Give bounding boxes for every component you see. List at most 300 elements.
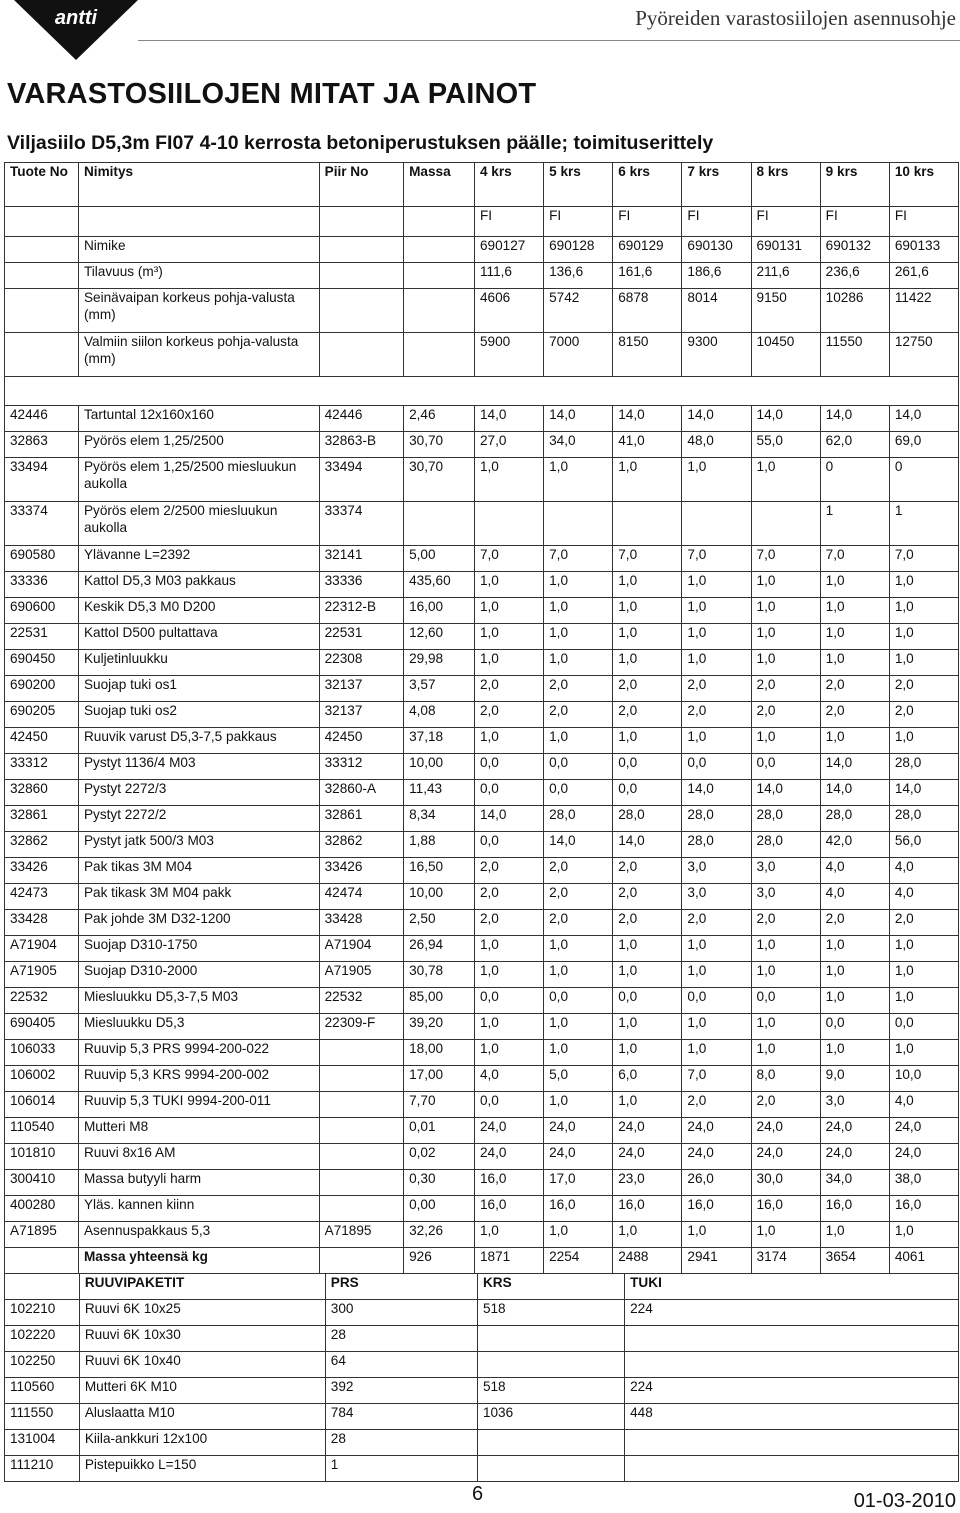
table-cell: 9 krs <box>820 163 889 207</box>
table-cell: 690200 <box>5 676 79 702</box>
table-row <box>5 1118 959 1144</box>
table-cell: 2,0 <box>613 910 682 936</box>
table-cell: 32861 <box>5 806 79 832</box>
table-cell: 2,0 <box>474 676 543 702</box>
table-cell: 2,0 <box>889 702 958 728</box>
table-cell: 22308 <box>319 650 403 676</box>
table-cell: 10286 <box>820 289 889 333</box>
table-cell: 24,0 <box>820 1144 889 1170</box>
table-cell: 29,98 <box>404 650 475 676</box>
table-cell: 2,50 <box>404 910 475 936</box>
table-cell: 16,0 <box>474 1196 543 1222</box>
table-cell: 28,0 <box>820 806 889 832</box>
table-cell: 11550 <box>820 333 889 377</box>
table-cell: 32141 <box>319 546 403 572</box>
table-cell: 24,0 <box>474 1118 543 1144</box>
table-cell: 518 <box>477 1300 624 1326</box>
table-cell: 1,0 <box>474 1014 543 1040</box>
table-cell: 1,0 <box>682 1040 751 1066</box>
table-cell: 0,0 <box>889 1014 958 1040</box>
document-title: Pyöreiden varastosiilojen asennusohje <box>635 6 956 30</box>
table-cell: 26,0 <box>682 1170 751 1196</box>
table-cell: 28,0 <box>889 754 958 780</box>
table-cell: Yläs. kannen kiinn <box>78 1196 319 1222</box>
table-cell: FI <box>682 207 751 237</box>
table-cell: 0,0 <box>613 780 682 806</box>
table-row <box>5 624 959 650</box>
table-row <box>5 988 959 1014</box>
table-cell: Pak tikask 3M M04 pakk <box>78 884 319 910</box>
table-cell: 2488 <box>613 1248 682 1274</box>
table-cell: 2,0 <box>751 676 820 702</box>
table-cell <box>319 333 403 377</box>
table-cell: 2,0 <box>889 676 958 702</box>
table-cell: 32862 <box>5 832 79 858</box>
table-cell: 22532 <box>319 988 403 1014</box>
table-cell: 518 <box>477 1378 624 1404</box>
table-cell: 3654 <box>820 1248 889 1274</box>
table-cell <box>319 1066 403 1092</box>
table-cell: 1,0 <box>474 572 543 598</box>
table-cell: 1,0 <box>889 962 958 988</box>
table-cell <box>319 237 403 263</box>
table-cell: 1,0 <box>682 598 751 624</box>
spec-row <box>5 237 959 263</box>
table-cell: 28,0 <box>682 806 751 832</box>
table-cell: 33374 <box>319 502 403 546</box>
table-cell: 2,0 <box>682 910 751 936</box>
table-cell: Pak tikas 3M M04 <box>78 858 319 884</box>
table-cell: Ruuvi 6K 10x25 <box>79 1300 325 1326</box>
table-row <box>5 676 959 702</box>
table-cell: 69,0 <box>889 432 958 458</box>
table-cell: 2,0 <box>474 702 543 728</box>
table-row <box>5 1040 959 1066</box>
table-cell: 24,0 <box>613 1118 682 1144</box>
table-cell: 1,0 <box>751 728 820 754</box>
table-cell: 106014 <box>5 1092 79 1118</box>
table-cell: 0 <box>889 458 958 502</box>
table-cell: 131004 <box>5 1430 80 1456</box>
table-cell: 30,0 <box>751 1170 820 1196</box>
table-cell: 690129 <box>613 237 682 263</box>
table-cell: 32860-A <box>319 780 403 806</box>
table-cell: RUUVIPAKETIT <box>79 1274 325 1300</box>
table-cell: 24,0 <box>544 1118 613 1144</box>
table-cell: 26,94 <box>404 936 475 962</box>
table-row <box>5 702 959 728</box>
table-cell <box>404 263 475 289</box>
table-cell: 2,46 <box>404 406 475 432</box>
table-cell: Pyörös elem 1,25/2500 miesluukun aukolla <box>78 458 319 502</box>
table-cell: 4 krs <box>474 163 543 207</box>
table-cell: Pyörös elem 2/2500 miesluukun aukolla <box>78 502 319 546</box>
table-cell: 7,0 <box>820 546 889 572</box>
table-cell: 0,0 <box>613 988 682 1014</box>
table-row <box>5 1066 959 1092</box>
table-cell: 7000 <box>544 333 613 377</box>
table-cell: 28,0 <box>544 806 613 832</box>
table-cell: A71905 <box>5 962 79 988</box>
table-cell: 1,0 <box>682 1222 751 1248</box>
table-cell: 41,0 <box>613 432 682 458</box>
table-cell: 11422 <box>889 289 958 333</box>
table-cell: 33374 <box>5 502 79 546</box>
table-cell: 1,0 <box>474 936 543 962</box>
table-cell: Kiila-ankkuri 12x100 <box>79 1430 325 1456</box>
table-cell <box>404 237 475 263</box>
bolt-header-row <box>5 1274 959 1300</box>
table-cell: Ruuvik varust D5,3-7,5 pakkaus <box>78 728 319 754</box>
table-cell: 16,0 <box>889 1196 958 1222</box>
table-cell <box>5 1274 80 1300</box>
table-cell: 690127 <box>474 237 543 263</box>
table-cell: 17,0 <box>544 1170 613 1196</box>
table-cell: 33426 <box>5 858 79 884</box>
table-cell: 2,0 <box>544 676 613 702</box>
table-cell: 32863 <box>5 432 79 458</box>
table-cell: 3174 <box>751 1248 820 1274</box>
table-cell: 1,0 <box>751 1040 820 1066</box>
table-cell: 2,0 <box>682 676 751 702</box>
table-cell <box>5 237 79 263</box>
table-cell <box>613 502 682 546</box>
table-cell: 33428 <box>5 910 79 936</box>
table-cell: 28,0 <box>613 806 682 832</box>
table-cell <box>625 1430 959 1456</box>
table-cell: 34,0 <box>820 1170 889 1196</box>
table-cell: Suojap tuki os1 <box>78 676 319 702</box>
table-cell: 0,02 <box>404 1144 475 1170</box>
table-cell: 1,0 <box>820 598 889 624</box>
table-cell: Kattol D500 pultattava <box>78 624 319 650</box>
table-cell: 4,0 <box>889 1092 958 1118</box>
table-cell: 3,0 <box>751 884 820 910</box>
table-cell <box>319 263 403 289</box>
table-cell: A71905 <box>319 962 403 988</box>
table-cell: Kuljetinluukku <box>78 650 319 676</box>
table-cell: 1,0 <box>889 728 958 754</box>
table-cell: 1,0 <box>682 458 751 502</box>
table-cell: 39,20 <box>404 1014 475 1040</box>
table-cell: 690405 <box>5 1014 79 1040</box>
table-cell <box>404 333 475 377</box>
table-cell: 1,0 <box>474 962 543 988</box>
table-cell: 1036 <box>477 1404 624 1430</box>
table-cell <box>682 502 751 546</box>
table-cell: 1,88 <box>404 832 475 858</box>
table-cell: 1,0 <box>820 650 889 676</box>
table-cell: 28 <box>325 1430 477 1456</box>
table-row <box>5 406 959 432</box>
table-cell: 7,0 <box>682 1066 751 1092</box>
table-cell: 1,0 <box>682 1014 751 1040</box>
table-cell: 10,0 <box>889 1066 958 1092</box>
table-cell: FI <box>613 207 682 237</box>
table-cell: 236,6 <box>820 263 889 289</box>
bolt-row <box>5 1456 959 1482</box>
table-cell: 1,0 <box>889 624 958 650</box>
table-cell: 1,0 <box>544 624 613 650</box>
table-cell: 33312 <box>5 754 79 780</box>
table-cell: 64 <box>325 1352 477 1378</box>
table-cell: 690133 <box>889 237 958 263</box>
table-cell: 448 <box>625 1404 959 1430</box>
table-cell: 1,0 <box>751 572 820 598</box>
table-cell: 926 <box>404 1248 475 1274</box>
table-cell: 2,0 <box>544 702 613 728</box>
footer-date: 01-03-2010 <box>853 1490 956 1512</box>
table-cell: 1,0 <box>613 728 682 754</box>
table-row <box>5 502 959 546</box>
table-cell: 12750 <box>889 333 958 377</box>
table-cell: 4,0 <box>889 884 958 910</box>
table-cell: Seinävaipan korkeus pohja-valusta (mm) <box>78 289 319 333</box>
table-cell: 42450 <box>5 728 79 754</box>
table-cell: 33426 <box>319 858 403 884</box>
table-cell: 2,0 <box>682 1092 751 1118</box>
table-cell: 2,0 <box>820 702 889 728</box>
table-cell: 23,0 <box>613 1170 682 1196</box>
spec-row <box>5 289 959 333</box>
table-cell: 16,00 <box>404 598 475 624</box>
table-cell: 1,0 <box>820 728 889 754</box>
table-cell: 16,50 <box>404 858 475 884</box>
table-cell: 2941 <box>682 1248 751 1274</box>
table-cell: Ruuvi 6K 10x30 <box>79 1326 325 1352</box>
table-cell: 161,6 <box>613 263 682 289</box>
table-cell: Asennuspakkaus 5,3 <box>78 1222 319 1248</box>
table-cell: 690600 <box>5 598 79 624</box>
table-cell <box>625 1326 959 1352</box>
page-title: VARASTOSIILOJEN MITAT JA PAINOT <box>7 78 537 110</box>
table-cell <box>319 1248 403 1274</box>
table-cell: 2,0 <box>751 910 820 936</box>
table-cell: 38,0 <box>889 1170 958 1196</box>
table-cell: Ruuvip 5,3 PRS 9994-200-022 <box>78 1040 319 1066</box>
table-cell: 34,0 <box>544 432 613 458</box>
table-row <box>5 432 959 458</box>
table-row <box>5 598 959 624</box>
table-cell: 106033 <box>5 1040 79 1066</box>
table-cell: 690131 <box>751 237 820 263</box>
spec-row <box>5 333 959 377</box>
table-cell <box>319 1144 403 1170</box>
table-cell: 0,0 <box>751 988 820 1014</box>
table-cell: 9,0 <box>820 1066 889 1092</box>
table-cell: 8,0 <box>751 1066 820 1092</box>
table-cell: 2,0 <box>474 858 543 884</box>
table-cell: 4,0 <box>820 858 889 884</box>
table-cell: 101810 <box>5 1144 79 1170</box>
table-cell: 14,0 <box>751 780 820 806</box>
table-cell: 1,0 <box>751 598 820 624</box>
table-cell: 1,0 <box>544 1014 613 1040</box>
table-cell: 42474 <box>319 884 403 910</box>
table-cell: Massa <box>404 163 475 207</box>
table-cell: 37,18 <box>404 728 475 754</box>
bolt-row <box>5 1404 959 1430</box>
table-cell: 1,0 <box>751 624 820 650</box>
table-cell: 1,0 <box>751 1222 820 1248</box>
table-cell <box>751 502 820 546</box>
table-row <box>5 546 959 572</box>
table-cell: 10 krs <box>889 163 958 207</box>
table-cell: 102220 <box>5 1326 80 1352</box>
table-cell: 33428 <box>319 910 403 936</box>
table-cell: 16,0 <box>820 1196 889 1222</box>
table-cell: 1,0 <box>889 1222 958 1248</box>
table-cell: 8014 <box>682 289 751 333</box>
table-cell: 30,78 <box>404 962 475 988</box>
table-cell: 784 <box>325 1404 477 1430</box>
table-cell <box>404 207 475 237</box>
table-cell: 1,0 <box>889 650 958 676</box>
table-cell: 33494 <box>319 458 403 502</box>
table-cell: 1 <box>889 502 958 546</box>
table-cell <box>404 502 475 546</box>
table-cell: 1,0 <box>474 1040 543 1066</box>
table-row <box>5 754 959 780</box>
table-cell: 32861 <box>319 806 403 832</box>
table-cell: 435,60 <box>404 572 475 598</box>
logo-text: antti <box>54 7 98 29</box>
table-cell: Pak johde 3M D32-1200 <box>78 910 319 936</box>
table-cell: 8 krs <box>751 163 820 207</box>
table-cell: 2,0 <box>613 676 682 702</box>
table-cell <box>319 289 403 333</box>
table-cell: 1,0 <box>820 1222 889 1248</box>
table-cell <box>477 1352 624 1378</box>
table-cell: 28,0 <box>751 806 820 832</box>
table-cell: 0,01 <box>404 1118 475 1144</box>
table-cell: 1,0 <box>613 1222 682 1248</box>
table-cell: Mutteri 6K M10 <box>79 1378 325 1404</box>
table-cell: 27,0 <box>474 432 543 458</box>
spacer-row <box>5 377 959 406</box>
table-cell: Pistepuikko L=150 <box>79 1456 325 1482</box>
table-cell: 6878 <box>613 289 682 333</box>
table-cell: 1,0 <box>613 1092 682 1118</box>
table-cell: 2,0 <box>820 910 889 936</box>
table-cell: 11,43 <box>404 780 475 806</box>
table-cell: 2,0 <box>544 910 613 936</box>
table-cell: 16,0 <box>474 1170 543 1196</box>
table-cell: 4,0 <box>820 884 889 910</box>
table-cell: 1,0 <box>820 936 889 962</box>
table-cell: 24,0 <box>751 1118 820 1144</box>
table-row <box>5 832 959 858</box>
table-cell: 1,0 <box>889 1040 958 1066</box>
bolt-row <box>5 1300 959 1326</box>
table-row <box>5 650 959 676</box>
table-cell: Pystyt 2272/2 <box>78 806 319 832</box>
table-cell: KRS <box>477 1274 624 1300</box>
table-cell: Pystyt 2272/3 <box>78 780 319 806</box>
table-cell: Suojap D310-2000 <box>78 962 319 988</box>
page-number: 6 <box>472 1483 484 1505</box>
spec-row <box>5 263 959 289</box>
table-cell: 1,0 <box>820 988 889 1014</box>
table-row <box>5 780 959 806</box>
page-subtitle: Viljasiilo D5,3m FI07 4-10 kerrosta betoniperustuksen päälle; toimituserittely <box>7 132 714 154</box>
table-cell: 211,6 <box>751 263 820 289</box>
table-row <box>5 910 959 936</box>
table-cell: 32862 <box>319 832 403 858</box>
total-row <box>5 1248 959 1274</box>
table-cell: FI <box>820 207 889 237</box>
table-row <box>5 884 959 910</box>
table-cell: 4,0 <box>889 858 958 884</box>
table-cell: 261,6 <box>889 263 958 289</box>
table-cell: FI <box>889 207 958 237</box>
bolt-row <box>5 1430 959 1456</box>
table-cell <box>5 207 79 237</box>
table-cell <box>625 1352 959 1378</box>
table-cell: 7,0 <box>544 546 613 572</box>
table-cell: 14,0 <box>544 832 613 858</box>
table-cell: 5 krs <box>544 163 613 207</box>
table-cell: 1,0 <box>544 936 613 962</box>
page-header <box>0 0 960 46</box>
table-cell: 18,00 <box>404 1040 475 1066</box>
table-cell: 2,0 <box>474 910 543 936</box>
table-cell: 4606 <box>474 289 543 333</box>
table-cell: 690205 <box>5 702 79 728</box>
table-cell: 14,0 <box>820 780 889 806</box>
table-cell <box>625 1456 959 1482</box>
table-cell: 2,0 <box>544 858 613 884</box>
table-cell: 5742 <box>544 289 613 333</box>
bolt-row <box>5 1326 959 1352</box>
table-cell: 3,0 <box>751 858 820 884</box>
table-cell: Suojap D310-1750 <box>78 936 319 962</box>
table-cell: 22531 <box>319 624 403 650</box>
table-cell: 1,0 <box>751 650 820 676</box>
table-row <box>5 1144 959 1170</box>
table-cell: 14,0 <box>682 780 751 806</box>
table-cell: 1,0 <box>751 458 820 502</box>
table-cell: 42,0 <box>820 832 889 858</box>
table-cell: Pystyt 1136/4 M03 <box>78 754 319 780</box>
table-cell: 0,0 <box>474 780 543 806</box>
table-cell: 10450 <box>751 333 820 377</box>
table-cell: 3,57 <box>404 676 475 702</box>
delivery-spec-table <box>4 162 959 1274</box>
table-cell: 300 <box>325 1300 477 1326</box>
table-cell: 10,00 <box>404 884 475 910</box>
table-cell: 1,0 <box>751 936 820 962</box>
header-rule <box>138 40 960 41</box>
table-cell: PRS <box>325 1274 477 1300</box>
table-cell: 22531 <box>5 624 79 650</box>
table-cell: 0,0 <box>820 1014 889 1040</box>
table-row <box>5 1222 959 1248</box>
bolt-row <box>5 1352 959 1378</box>
table-cell: 1,0 <box>544 1040 613 1066</box>
table-cell: 1,0 <box>682 572 751 598</box>
table-cell: 1,0 <box>613 572 682 598</box>
table-cell: 85,00 <box>404 988 475 1014</box>
table-cell: Kattol D5,3 M03 pakkaus <box>78 572 319 598</box>
table-cell: 0,0 <box>751 754 820 780</box>
table-cell: 111,6 <box>474 263 543 289</box>
table-cell: 1,0 <box>682 936 751 962</box>
table-cell <box>319 1170 403 1196</box>
table-cell <box>5 377 959 406</box>
table-cell: Ylävanne L=2392 <box>78 546 319 572</box>
table-cell: FI <box>751 207 820 237</box>
